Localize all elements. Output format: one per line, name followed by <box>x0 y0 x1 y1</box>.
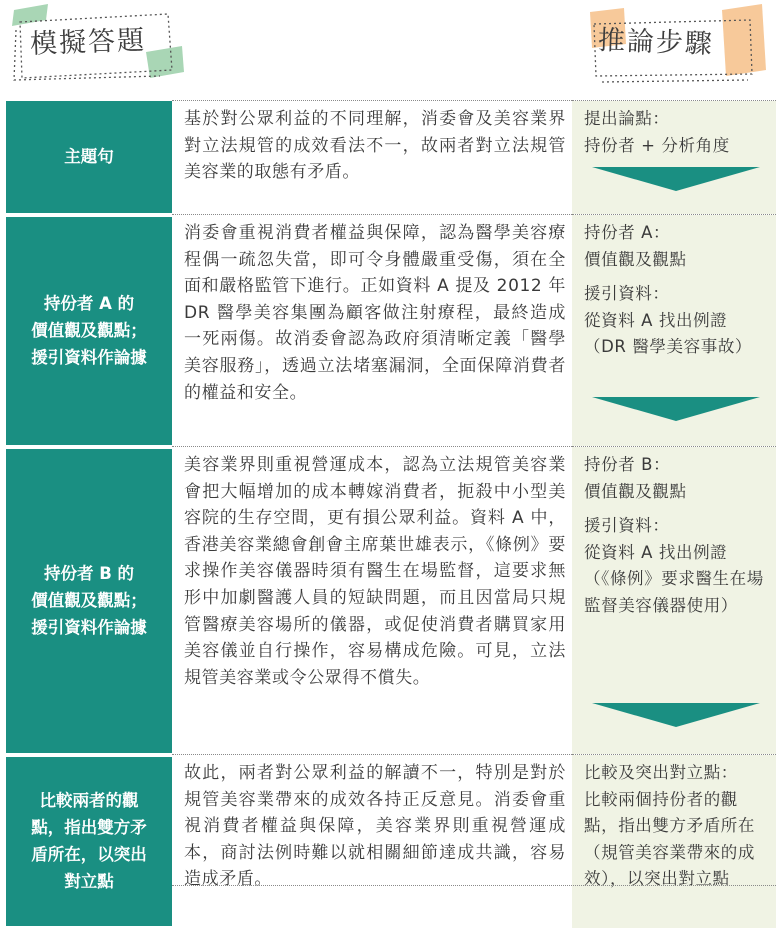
down-arrow-icon <box>592 397 760 421</box>
tape-right <box>722 4 766 76</box>
table-row-stakeholder-b <box>6 447 776 755</box>
row-side-note <box>572 101 776 215</box>
tape-bottom-right <box>146 46 184 78</box>
label-line: 價值觀及觀點； <box>31 321 147 340</box>
row-label <box>6 101 172 215</box>
label-line: 持份者 B 的 <box>43 564 135 583</box>
header-left <box>0 0 200 92</box>
label-line: 對立點 <box>64 872 114 892</box>
row-label <box>6 755 172 929</box>
side-text: 價值觀及觀點 <box>584 249 687 269</box>
side-heading: 提出論點： <box>584 109 670 128</box>
side-text: （《條例》要求醫生在場監督美容儀器使用） <box>584 569 764 615</box>
side-text: 比較兩個持份者的觀點，指出雙方矛盾所在（規管美容業帶來的成效），以突出對立點 <box>584 789 755 889</box>
header-left-title: 模擬答題 <box>29 24 147 61</box>
side-heading: 援引資料： <box>584 284 670 304</box>
side-heading: 比較及突出對立點： <box>584 763 738 782</box>
row-body: 美容業界則重視營運成本，認為立法規管美容業會把大幅增加的成本轉嫁消費者，扼殺中小型美容院的生存空間，更有損公眾利益。資料 A 中，香港美容業總會創會主席葉世雄表示，《條例》要求操作美容儀器時須有醫生在場監督，這要求無形中加劇醫護人員的短缺問題，而且因當局只規管醫療美容場所的儀器，或促使消費者購買家用美容儀並自行操作，容易構成危險。可見，立法規管美容業或令公眾得不償失。 <box>172 447 572 755</box>
down-arrow-icon <box>592 167 760 191</box>
row-side-note <box>572 755 776 929</box>
label-line: 價值觀及觀點； <box>31 591 147 610</box>
side-text: 從資料 A 找出例證 <box>584 310 728 330</box>
table-row-topic <box>6 101 776 215</box>
header-right-title: 推論步驟 <box>597 24 715 61</box>
label-line: 援引資料作論據 <box>31 348 147 367</box>
label-line: 比較兩者的觀 <box>39 791 139 811</box>
table-row-stakeholder-a <box>6 215 776 447</box>
down-arrow-icon <box>592 703 760 727</box>
label-line: 點，指出雙方矛 <box>31 818 147 838</box>
label-line: 持份者 A 的 <box>43 294 135 313</box>
row-side-note <box>572 215 776 447</box>
row-label <box>6 447 172 755</box>
row-side-note <box>572 447 776 755</box>
label-line: 援引資料作論據 <box>31 618 147 637</box>
row-body: 基於對公眾利益的不同理解，消委會及美容業界對立法規管的成效看法不一，故兩者對立法規管美容業的取態有矛盾。 <box>172 101 572 215</box>
side-heading: 持份者 A： <box>584 223 671 242</box>
label-line: 盾所在，以突出 <box>31 845 147 865</box>
row-label <box>6 215 172 447</box>
side-text: 持份者 + 分析角度 <box>584 135 730 155</box>
header-right <box>572 0 782 92</box>
side-text: 從資料 A 找出例證 <box>584 542 728 562</box>
table-row-comparison <box>6 755 776 929</box>
row-body: 消委會重視消費者權益與保障，認為醫學美容療程偶一疏忽失當，即可令身體嚴重受傷，須在全面和嚴格監管下進行。正如資料 A 提及 2012 年 DR 醫學美容集團為顧客做注射療程，最終造成一死兩傷。故消委會認為政府須清晰定義「醫學美容服務」，透過立法堵塞漏洞，全面保障消費者的權益和安全。 <box>172 215 572 447</box>
side-text: （DR 醫學美容事故） <box>584 337 753 357</box>
side-text: 價值觀及觀點 <box>584 481 687 501</box>
bottom-divider <box>172 885 776 886</box>
answer-table <box>6 100 776 930</box>
side-heading: 援引資料： <box>584 516 670 536</box>
side-heading: 持份者 B： <box>584 455 671 474</box>
row-body: 故此，兩者對公眾利益的解讀不一，特別是對於規管美容業帶來的成效各持正反意見。消委會重視消費者權益與保障，美容業界則重視營運成本，商討法例時難以就相關細節達成共識，容易造成矛盾。 <box>172 755 572 929</box>
label-line: 主題句 <box>64 147 114 166</box>
